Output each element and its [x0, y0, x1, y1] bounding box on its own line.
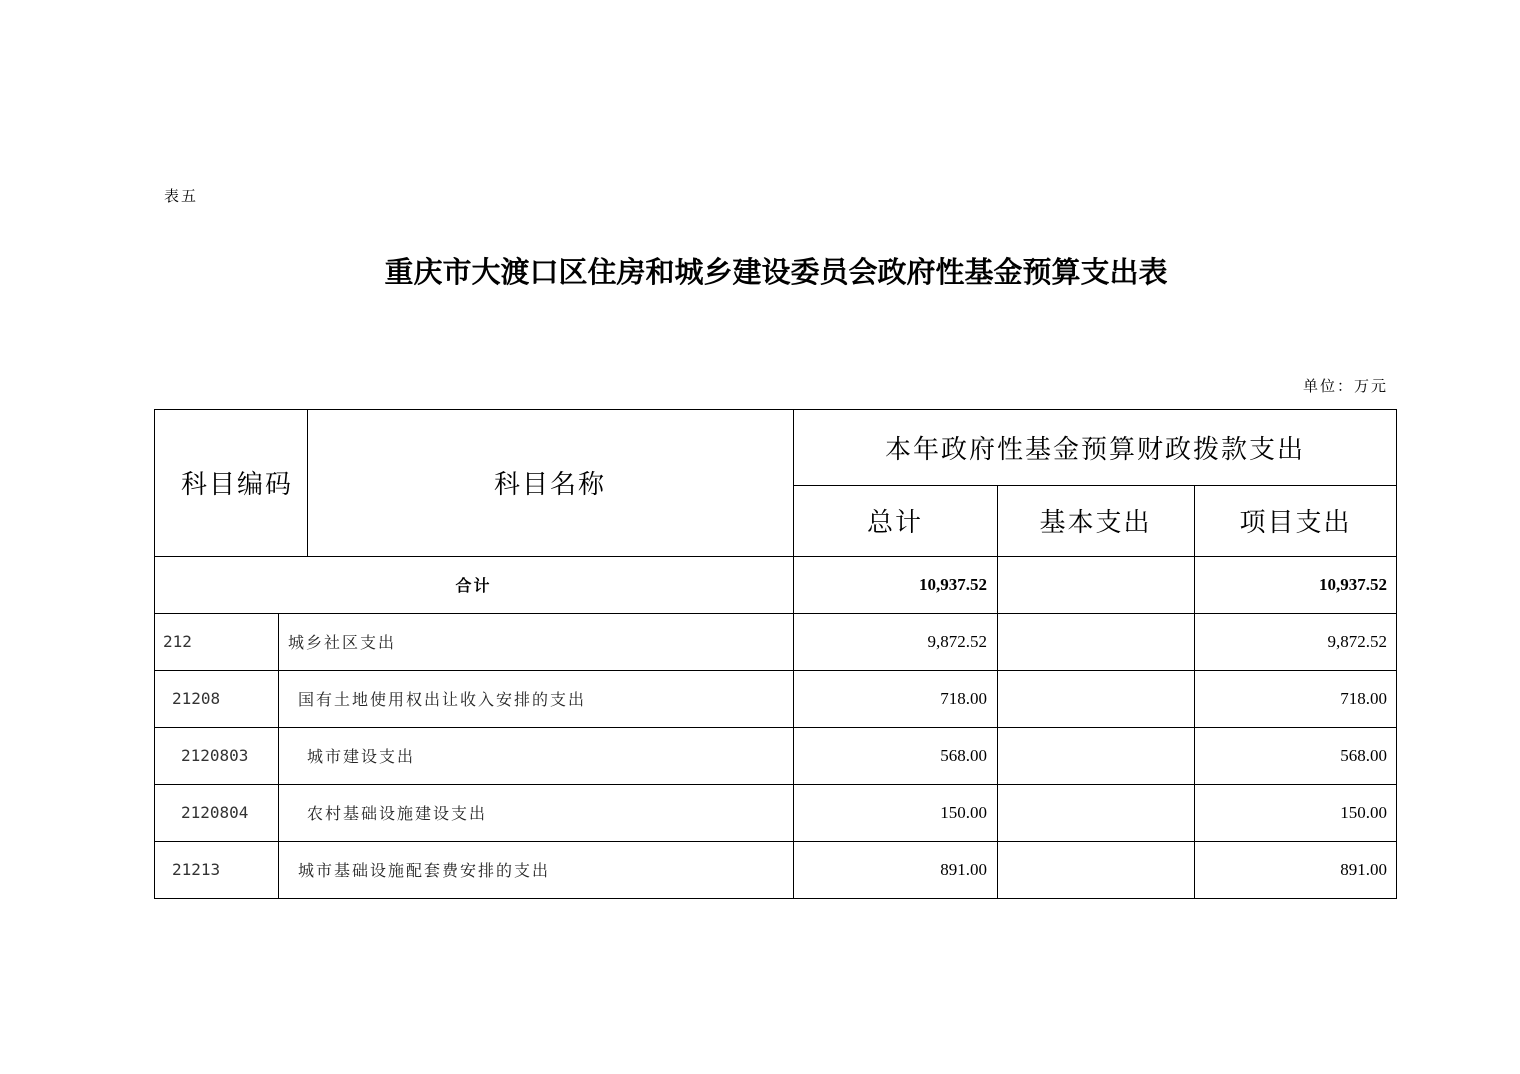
header-total: [793, 485, 997, 556]
total-row-label: [154, 556, 793, 613]
row-code: 2120803: [181, 746, 249, 765]
row-total: 150.00: [940, 802, 987, 822]
row-name: 城市基础设施配套费安排的支出: [298, 861, 551, 880]
header-name-label: 科目名称: [493, 470, 606, 500]
header-group-label: 本年政府性基金预算财政拨款支出: [884, 434, 1305, 465]
row-code: 212: [163, 632, 192, 651]
row-code: 21208: [172, 689, 221, 708]
row-basic: [997, 784, 1194, 841]
row-project: 718.00: [1340, 688, 1387, 708]
row-basic: [997, 727, 1194, 784]
header-basic: [997, 485, 1194, 556]
row-total: 9,872.52: [927, 631, 987, 651]
row-code: 2120804: [181, 803, 249, 822]
row-project: 568.00: [1340, 745, 1387, 765]
row-total: 568.00: [940, 745, 987, 765]
total-row-project: 10,937.52: [1319, 574, 1387, 594]
row-project: 9,872.52: [1327, 631, 1387, 651]
unit-label: 单位：万元: [1302, 377, 1388, 395]
row-name: 城乡社区支出: [288, 633, 397, 652]
header-code: [154, 409, 320, 556]
row-name: 国有土地使用权出让收入安排的支出: [298, 690, 587, 709]
header-total-label: 总计: [866, 508, 923, 538]
header-project-label: 项目支出: [1239, 508, 1352, 538]
row-basic: [997, 670, 1194, 727]
row-name: 农村基础设施建设支出: [307, 804, 488, 823]
row-basic: [997, 841, 1194, 898]
total-label: 合计: [455, 576, 492, 595]
header-code-label: 科目编码: [180, 470, 293, 500]
row-total: 718.00: [940, 688, 987, 708]
row-total: 891.00: [940, 859, 987, 879]
header-name: [307, 409, 793, 556]
budget-table: [154, 409, 1397, 899]
row-name: 城市建设支出: [307, 747, 416, 766]
row-code: 21213: [172, 860, 221, 879]
header-group: [793, 409, 1397, 485]
total-row-total: 10,937.52: [919, 574, 987, 594]
page-title: 重庆市大渡口区住房和城乡建设委员会政府性基金预算支出表: [384, 255, 1168, 289]
row-basic: [997, 613, 1194, 670]
row-project: 150.00: [1340, 802, 1387, 822]
header-project: [1194, 485, 1397, 556]
total-row-basic: [997, 556, 1194, 613]
row-project: 891.00: [1340, 859, 1387, 879]
header-basic-label: 基本支出: [1039, 508, 1152, 538]
table-label: 表五: [164, 187, 199, 205]
